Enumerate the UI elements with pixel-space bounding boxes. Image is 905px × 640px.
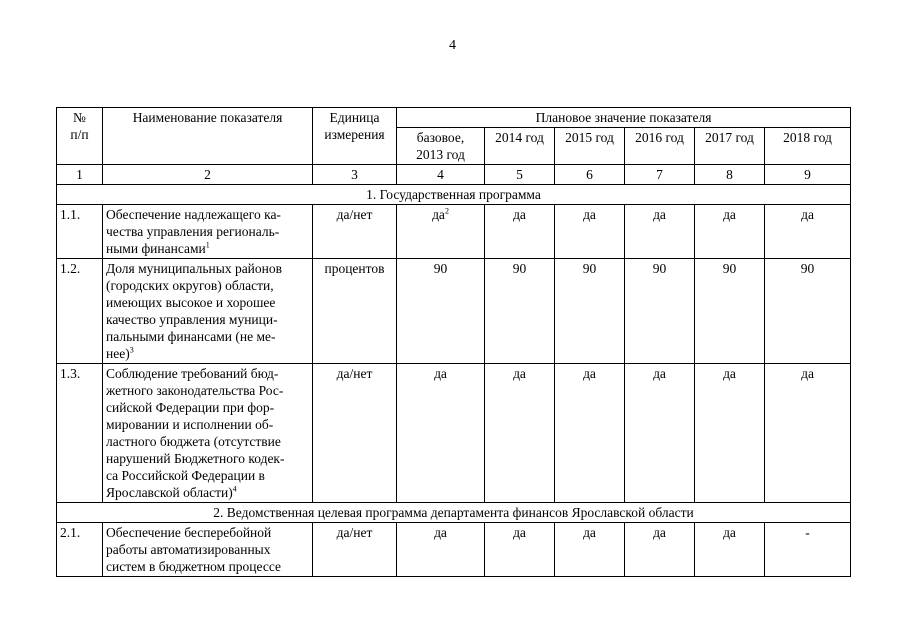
year-value-cell (555, 523, 625, 577)
value: - (805, 525, 810, 540)
page-number: 4 (449, 38, 456, 53)
year-value-cell (485, 259, 555, 364)
indicator-name-line: работы автоматизированных (106, 542, 271, 557)
indicator-name (103, 364, 313, 503)
value: 90 (652, 261, 667, 276)
value: 90 (433, 261, 448, 276)
value: да (653, 525, 666, 540)
value: да (583, 525, 596, 540)
value: да (434, 525, 447, 540)
year-value-cell (485, 364, 555, 503)
footnote-ref: 3 (129, 345, 134, 355)
value: 90 (512, 261, 527, 276)
table-row (57, 523, 851, 577)
year-value-cell (695, 259, 765, 364)
year-value-cell (625, 205, 695, 259)
table-row (57, 364, 851, 503)
section-row (57, 185, 851, 205)
indicator-name (103, 259, 313, 364)
column-numbers-row (57, 165, 851, 185)
value: 90 (800, 261, 815, 276)
indicator-name-line: имеющих высокое и хорошее (106, 295, 276, 310)
year-value-cell (485, 205, 555, 259)
footnote-ref: 4 (232, 484, 237, 494)
year-value-cell (625, 523, 695, 577)
indicator-name-line: (городских округов) области, (106, 278, 274, 293)
base-value-cell (397, 364, 485, 503)
header-unit: Единица измерения (313, 108, 397, 165)
indicator-name-line: Обеспечение бесперебойной (106, 525, 272, 540)
value: да (513, 207, 526, 222)
year-value-cell (765, 364, 851, 503)
table-row (57, 259, 851, 364)
indicator-name-line: са Российской Федерации в (106, 468, 265, 483)
indicator-name-line: ными финансами (106, 241, 206, 256)
value: да (723, 207, 736, 222)
value: 90 (582, 261, 597, 276)
row-number: 1.3. (57, 364, 103, 503)
value: да (723, 366, 736, 381)
header-year: 2018 год (765, 128, 851, 165)
base-value-cell (397, 523, 485, 577)
value: да (653, 207, 666, 222)
column-number: 5 (485, 165, 555, 185)
unit-cell: процентов (313, 259, 397, 364)
base-value-cell (397, 259, 485, 364)
year-value-cell (555, 205, 625, 259)
column-number: 3 (313, 165, 397, 185)
header-year: 2015 год (555, 128, 625, 165)
indicator-name-line: нее) (106, 346, 130, 361)
year-value-cell (765, 205, 851, 259)
column-number: 1 (57, 165, 103, 185)
indicator-name (103, 205, 313, 259)
row-number: 1.1. (57, 205, 103, 259)
header-year: 2017 год (695, 128, 765, 165)
year-value-cell (555, 259, 625, 364)
value: да (434, 366, 447, 381)
indicator-name-line: систем в бюджетном процессе (106, 559, 281, 574)
year-value-cell (695, 523, 765, 577)
base-value-cell (397, 205, 485, 259)
value: да (513, 366, 526, 381)
indicator-name-line: ластного бюджета (отсутствие (106, 434, 281, 449)
column-number: 4 (397, 165, 485, 185)
section-title: 2. Ведомственная целевая программа департамента финансов Ярославской области (57, 503, 851, 523)
indicator-name-line: качество управления муници- (106, 312, 278, 327)
header-year: 2016 год (625, 128, 695, 165)
indicator-name-line: Соблюдение требований бюд- (106, 366, 279, 381)
section-title: 1. Государственная программа (57, 185, 851, 205)
unit-cell: да/нет (313, 205, 397, 259)
value: да (723, 525, 736, 540)
unit-cell: да/нет (313, 523, 397, 577)
value: 90 (722, 261, 737, 276)
unit-cell: да/нет (313, 364, 397, 503)
indicator-name-line: пальными финансами (не ме- (106, 329, 276, 344)
header-year: 2014 год (485, 128, 555, 165)
year-value-cell (485, 523, 555, 577)
year-value-cell (765, 259, 851, 364)
indicator-name-line: нарушений Бюджетного кодек- (106, 451, 285, 466)
section-row (57, 503, 851, 523)
indicator-name-line: жетного законодательства Рос- (106, 383, 284, 398)
row-number: 1.2. (57, 259, 103, 364)
footnote-ref: 2 (444, 206, 449, 216)
indicators-table (56, 107, 851, 577)
value: да (653, 366, 666, 381)
row-number: 2.1. (57, 523, 103, 577)
column-number: 6 (555, 165, 625, 185)
header-name: Наименование показателя (103, 108, 313, 165)
value: да (583, 207, 596, 222)
year-value-cell (695, 364, 765, 503)
footnote-ref: 1 (205, 240, 210, 250)
indicator-name-line: Обеспечение надлежащего ка- (106, 207, 281, 222)
column-number: 2 (103, 165, 313, 185)
year-value-cell (555, 364, 625, 503)
indicator-name-line: сийской Федерации при фор- (106, 400, 275, 415)
year-value-cell (765, 523, 851, 577)
header-base: базовое, 2013 год (397, 128, 485, 165)
value: да (801, 207, 814, 222)
header-num: № п/п (57, 108, 103, 165)
column-number: 8 (695, 165, 765, 185)
indicator-name-line: мировании и исполнении об- (106, 417, 274, 432)
header-row-1 (57, 108, 851, 128)
year-value-cell (625, 259, 695, 364)
value: да (432, 207, 445, 222)
table-row (57, 205, 851, 259)
column-number: 9 (765, 165, 851, 185)
indicator-name-line: чества управления региональ- (106, 224, 280, 239)
year-value-cell (695, 205, 765, 259)
indicator-name (103, 523, 313, 577)
value: да (583, 366, 596, 381)
indicator-name-line: Доля муниципальных районов (106, 261, 283, 276)
value: да (513, 525, 526, 540)
indicator-name-line: Ярославской области) (106, 485, 233, 500)
column-number: 7 (625, 165, 695, 185)
header-planned: Плановое значение показателя (397, 108, 851, 128)
year-value-cell (625, 364, 695, 503)
value: да (801, 366, 814, 381)
